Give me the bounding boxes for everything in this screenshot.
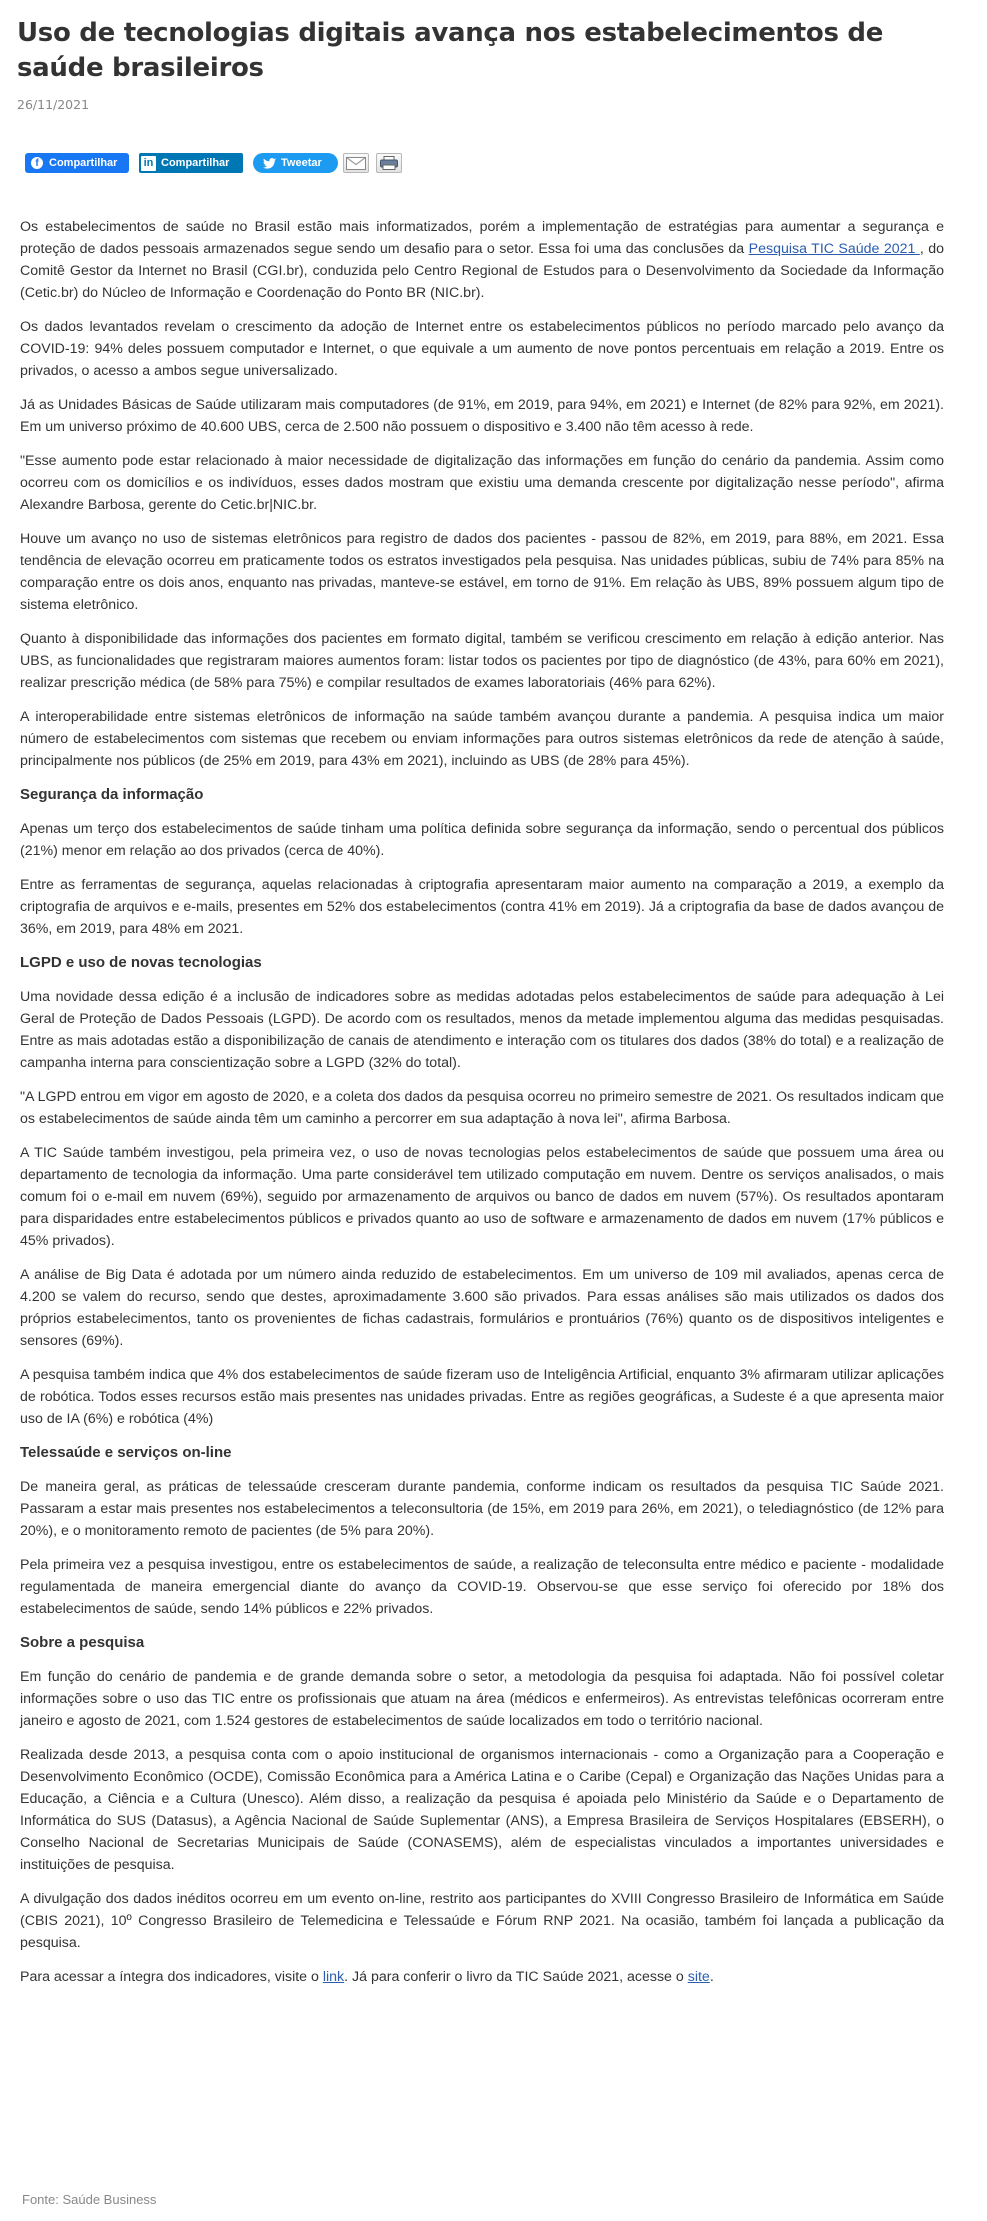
- email-icon: [346, 157, 366, 170]
- paragraph: A pesquisa também indica que 4% dos estabelecimentos de saúde fizeram uso de Inteligência Artificial, enquanto 3% afirmaram utilizar aplicações de robótica. Todos esses recursos estão mais presentes nas unidades privadas. Entre as regiões geográficas, a Sudeste é a que apresenta maior uso de IA (6%) e robótica (4%): [20, 1367, 944, 1427]
- paragraph: Pela primeira vez a pesquisa investigou, entre os estabelecimentos de saúde, a realização de teleconsulta entre médico e paciente - modalidade regulamentada de maneira emergencial diante do avanço da COVID-19. Observou-se que esse serviço foi oferecido por 18% dos estabelecimentos de saúde, sendo 14% públicos e 22% privados.: [20, 1557, 944, 1617]
- paragraph: A interoperabilidade entre sistemas eletrônicos de informação na saúde também avançou durante a pandemia. A pesquisa indica um maior número de estabelecimentos com sistemas que recebem ou enviam informações para outros sistemas eletrônicos da rede de atenção à saúde, principalmente nos públicos (de 25% em 2019, para 43% em 2021), incluindo as UBS (de 28% para 45%).: [20, 709, 944, 769]
- article-date: 26/11/2021: [17, 97, 90, 112]
- paragraph: Apenas um terço dos estabelecimentos de saúde tinham uma política definida sobre segurança da informação, sendo o percentual dos públicos (21%) menor em relação ao dos privados (cerca de 40%).: [20, 821, 944, 859]
- linkedin-share-label: Compartilhar: [161, 157, 230, 169]
- paragraph: Realizada desde 2013, a pesquisa conta com o apoio institucional de organismos internacionais - como a Organização para a Cooperação e Desenvolvimento Econômico (OCDE), Comissão Econômica para a América Latina e o Caribe (Cepal) e Organização das Nações Unidas para a Educação, a Ciência e a Cultura (Unesco). Além disso, a realização da pesquisa é apoiada pelo Ministério da Saúde e o Departamento de Informática do SUS (Datasus), a Agência Nacional de Saúde Suplementar (ANS), a Empresa Brasileira de Serviços Hospitalares (EBSERH), o Conselho Nacional de Secretarias Municipais de Saúde (CONASEMS), além de especialistas vinculados a importantes universidades e instituições de pesquisa.: [20, 1747, 944, 1873]
- print-icon: [380, 156, 398, 170]
- twitter-icon: [263, 158, 276, 169]
- facebook-share-label: Compartilhar: [49, 157, 118, 169]
- twitter-share-label: Tweetar: [281, 157, 322, 169]
- paragraph: Uma novidade dessa edição é a inclusão de indicadores sobre as medidas adotadas pelos estabelecimentos de saúde para adequação à Lei Geral de Proteção de Dados Pessoais (LGPD). De acordo com os resultados, menos da metade implementou alguma das medidas pesquisadas. Entre as mais adotadas estão a disponibilização de canais de atendimento e interação com os titulares dos dados (38% do total) e a realização de campanha interna para conscientização sobre a LGPD (32% do total).: [20, 989, 944, 1071]
- paragraph: "Esse aumento pode estar relacionado à maior necessidade de digitalização das informações em função do cenário da pandemia. Assim como ocorreu com os domicílios e os indivíduos, esses dados mostram que existiu uma demanda crescente por digitalização nesse período", afirma Alexandre Barbosa, gerente do Cetic.br|NIC.br.: [20, 453, 944, 513]
- facebook-icon: f: [31, 157, 43, 169]
- linkedin-share-button[interactable]: [139, 153, 243, 173]
- paragraph: Em função do cenário de pandemia e de grande demanda sobre o setor, a metodologia da pesquisa foi adaptada. Não foi possível coletar informações sobre o uso das TIC entre os profissionais que atuam na área (médicos e enfermeiros). As entrevistas telefônicas ocorreram entre janeiro e agosto de 2021, com 1.524 gestores de estabelecimentos de saúde localizados em todo o território nacional.: [20, 1669, 944, 1729]
- paragraph: Entre as ferramentas de segurança, aquelas relacionadas à criptografia apresentaram maior aumento na comparação a 2019, a exemplo da criptografia de arquivos e e-mails, presentes em 52% dos estabelecimentos (contra 41% em 2019). Já a criptografia da base de dados avançou de 36%, em 2019, para 48% em 2021.: [20, 877, 944, 937]
- pesquisa-tic-saude-link[interactable]: Pesquisa TIC Saúde 2021: [748, 241, 920, 257]
- paragraph: A divulgação dos dados inéditos ocorreu em um evento on-line, restrito aos participantes do XVIII Congresso Brasileiro de Informática em Saúde (CBIS 2021), 10º Congresso Brasileiro de Telemedicina e Telessaúde e Fórum RNP 2021. Na ocasião, também foi lançada a publicação da pesquisa.: [20, 1891, 944, 1951]
- indicadores-link[interactable]: link: [322, 1969, 345, 1985]
- article-body: [20, 216, 944, 2000]
- paragraph: Quanto à disponibilidade das informações dos pacientes em formato digital, também se verificou crescimento em relação à edição anterior. Nas UBS, as funcionalidades que registraram maiores aumentos foram: listar todos os pacientes por tipo de diagnóstico (de 43%, para 60% em 2021), realizar prescrição médica (de 58% para 75%) e compilar resultados de exames laboratoriais (46% para 62%).: [20, 631, 944, 691]
- section-heading-seguranca: Segurança da informação: [20, 786, 204, 803]
- paragraph: Houve um avanço no uso de sistemas eletrônicos para registro de dados dos pacientes - passou de 82%, em 2019, para 88%, em 2021. Essa tendência de elevação ocorreu em praticamente todos os estratos investigados pela pesquisa. Nas unidades públicas, subiu de 74% para 85% na comparação entre os dois anos, enquanto nas privadas, manteve-se estável, em torno de 91%. Em relação às UBS, 89% possuem algum tipo de sistema eletrônico.: [20, 531, 944, 613]
- paragraph: De maneira geral, as práticas de telessaúde cresceram durante pandemia, conforme indicam os resultados da pesquisa TIC Saúde 2021. Passaram a estar mais presentes nos estabelecimentos a teleconsultoria (de 15%, em 2019 para 26%, em 2021), o telediagnóstico (de 12% para 20%), e o monitoramento remoto de pacientes (de 5% para 20%).: [20, 1479, 944, 1539]
- paragraph: Os dados levantados revelam o crescimento da adoção de Internet entre os estabelecimentos públicos no período marcado pelo avanço da COVID-19: 94% deles possuem computador e Internet, o que equivale a um aumento de nove pontos percentuais em relação a 2019. Entre os privados, o acesso a ambos segue universalizado.: [20, 319, 944, 379]
- share-bar: [25, 153, 409, 173]
- article-title: Uso de tecnologias digitais avança nos estabelecimentos de saúde brasileiros: [17, 18, 884, 83]
- linkedin-icon: in: [141, 156, 156, 171]
- print-button[interactable]: [376, 153, 402, 173]
- section-heading-telessaude: Telessaúde e serviços on-line: [20, 1444, 232, 1461]
- paragraph: Já as Unidades Básicas de Saúde utilizaram mais computadores (de 91%, em 2019, para 94%, em 2021) e Internet (de 82% para 92%, em 2021). Em um universo próximo de 40.600 UBS, cerca de 2.500 não possuem o dispositivo e 3.400 não têm acesso à rede.: [20, 397, 944, 435]
- paragraph: Para acessar a íntegra dos indicadores, visite o link. Já para conferir o livro da TIC Saúde 2021, acesse o site.: [20, 1969, 714, 1985]
- section-heading-sobre: Sobre a pesquisa: [20, 1634, 145, 1651]
- facebook-share-button[interactable]: [25, 153, 129, 173]
- livro-site-link[interactable]: site: [687, 1969, 710, 1985]
- paragraph: "A LGPD entrou em vigor em agosto de 2020, e a coleta dos dados da pesquisa ocorreu no primeiro semestre de 2021. Os resultados indicam que os estabelecimentos de saúde ainda têm um caminho a percorrer em sua adaptação à nova lei", afirma Barbosa.: [20, 1089, 944, 1127]
- paragraph: Os estabelecimentos de saúde no Brasil estão mais informatizados, porém a implementação de estratégias para aumentar a segurança e proteção de dados pessoais armazenados segue sendo um desafio para o setor. Essa foi uma das conclusões da Pesquisa TIC Saúde 2021 , do Comitê Gestor da Internet no Brasil (CGI.br), conduzida pelo Centro Regional de Estudos para o Desenvolvimento da Sociedade da Informação (Cetic.br) do Núcleo de Informação e Coordenação do Ponto BR (NIC.br).: [20, 219, 944, 301]
- paragraph: A análise de Big Data é adotada por um número ainda reduzido de estabelecimentos. Em um universo de 109 mil avaliados, apenas cerca de 4.200 se valem do recurso, sendo que destes, aproximadamente 3.600 são privados. Para essas análises são mais utilizados os dados dos próprios estabelecimentos, tanto os provenientes de fichas cadastrais, formulários e prontuários (76%) quanto os de dispositivos inteligentes e sensores (69%).: [20, 1267, 944, 1349]
- section-heading-lgpd: LGPD e uso de novas tecnologias: [20, 954, 262, 971]
- source-credit: Fonte: Saúde Business: [22, 2192, 157, 2207]
- paragraph: A TIC Saúde também investigou, pela primeira vez, o uso de novas tecnologias pelos estabelecimentos de saúde que possuem uma área ou departamento de tecnologia da informação. Uma parte considerável tem utilizado computação em nuvem. Dentre os serviços analisados, o mais comum foi o e-mail em nuvem (69%), seguido por armazenamento de arquivos ou banco de dados em nuvem (57%). Os resultados apontaram para disparidades entre estabelecimentos públicos e privados quanto ao uso de software e armazenamento de dados em nuvem (17% públicos e 45% privados).: [20, 1145, 944, 1249]
- email-share-button[interactable]: [343, 153, 369, 173]
- twitter-share-button[interactable]: [253, 153, 338, 173]
